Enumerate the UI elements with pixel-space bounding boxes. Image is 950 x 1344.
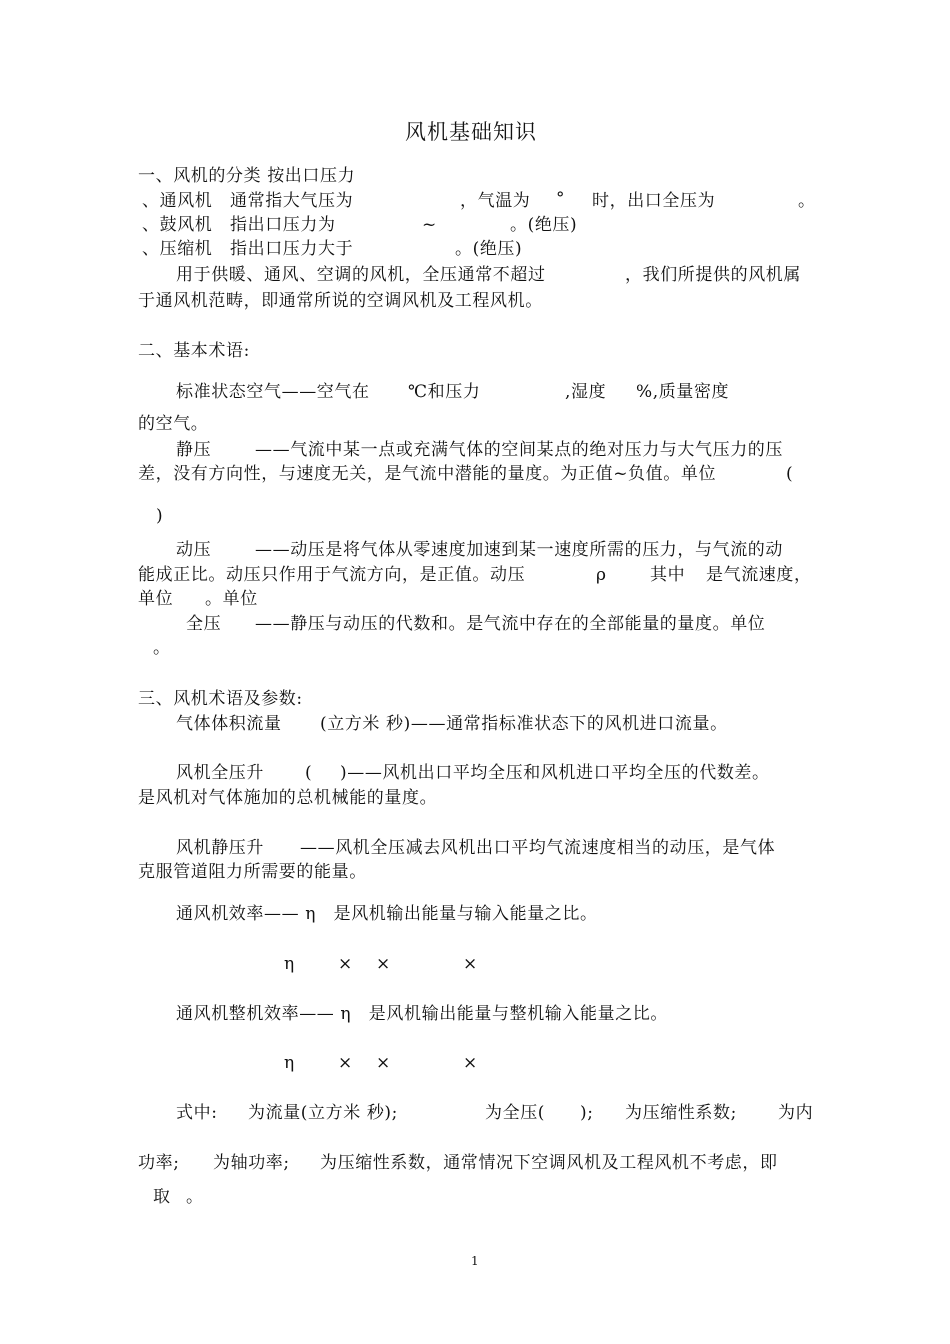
s1-line3-a: 、压缩机 指出口压力大于 — [142, 239, 354, 259]
total-pressure-rise-term: 风机全压升 — [176, 763, 264, 783]
s1-line2-a: 、鼓风机 指出口压力为 — [142, 215, 336, 235]
s1-para-c: 于通风机范畴，即通常所说的空调风机及工程风机。 — [138, 291, 543, 311]
total-pressure-rise-open: ( — [305, 763, 313, 783]
static-pressure-rise-def: ——风机全压减去风机出口平均气流速度相当的动压，是气体 — [300, 838, 776, 858]
static-pressure-rise-term: 风机静压升 — [176, 838, 264, 858]
s1-para-b: ，我们所提供的风机属 — [625, 265, 801, 285]
where-label: 式中: — [176, 1103, 218, 1123]
formula-2-times-1: × — [338, 1053, 353, 1073]
total-pressure-term: 全压 — [186, 614, 222, 634]
where-shaft-power: 为轴功率; — [213, 1153, 290, 1173]
std-air-c: ,湿度 — [565, 382, 607, 402]
s1-line2-c: 。(绝压) — [510, 215, 578, 235]
static-pressure-def-2: 差，没有方向性，与速度无关，是气流中潜能的量度。为正值~负值。单位 — [138, 464, 717, 484]
static-pressure-rise-def-2: 克服管道阻力所需要的能量。 — [138, 862, 367, 882]
fan-efficiency-def: 通风机效率—— η 是风机输出能量与输入能量之比。 — [176, 904, 598, 924]
formula-1-times-3: × — [463, 954, 478, 974]
dynamic-pressure-def-2: 能成正比。动压只作用于气流方向，是正值。动压 — [138, 565, 526, 585]
where-compress-2: 为压缩性系数，通常情况下空调风机及工程风机不考虑，即 — [320, 1153, 778, 1173]
page-number: 1 — [471, 1254, 480, 1268]
std-air-e: 的空气。 — [138, 414, 209, 434]
dynamic-pressure-rho: ρ — [596, 565, 607, 585]
s1-line1-b: ，气温为 — [460, 191, 531, 211]
formula-1-times-1: × — [338, 954, 353, 974]
s1-para-a: 用于供暖、通风、空调的风机，全压通常不超过 — [176, 265, 546, 285]
where-internal: 为内 — [778, 1103, 814, 1123]
page-title: 风机基础知识 — [405, 120, 537, 144]
where-take: 取 — [153, 1187, 171, 1207]
s1-line1-d: 时，出口全压为 — [592, 191, 716, 211]
formula-1-times-2: × — [376, 954, 391, 974]
formula-2-times-2: × — [376, 1053, 391, 1073]
dynamic-pressure-unit-b: 。单位 — [205, 589, 258, 609]
where-total-pressure-close: ); — [580, 1103, 594, 1123]
dynamic-pressure-unit-a: 单位 — [138, 589, 174, 609]
where-compress-1: 为压缩性系数; — [625, 1103, 737, 1123]
static-pressure-term: 静压 — [176, 440, 212, 460]
std-air-d: %,质量密度 — [636, 382, 730, 402]
total-pressure-end: 。 — [153, 638, 171, 658]
where-total-pressure: 为全压( — [485, 1103, 546, 1123]
total-pressure-rise-def-2: 是风机对气体施加的总机械能的量度。 — [138, 788, 438, 808]
total-pressure-def: ——静压与动压的代数和。是气流中存在的全部能量的量度。单位 — [255, 614, 766, 634]
std-air-a: 标准状态空气——空气在 — [176, 382, 370, 402]
where-end: 。 — [186, 1187, 204, 1207]
formula-2-eta: η — [284, 1053, 295, 1073]
formula-1-eta: η — [284, 954, 295, 974]
dynamic-pressure-term: 动压 — [176, 540, 212, 560]
section-1-heading: 一、风机的分类 按出口压力 — [138, 166, 356, 186]
s1-line1-c: ° — [556, 189, 566, 209]
section-3-heading: 三、风机术语及参数: — [138, 689, 303, 709]
where-power: 功率; — [138, 1153, 180, 1173]
s1-line3-b: 。(绝压) — [455, 239, 523, 259]
s1-line1-e: 。 — [798, 191, 816, 211]
total-pressure-rise-def: )——风机出口平均全压和风机进口平均全压的代数差。 — [340, 763, 770, 783]
dynamic-pressure-velocity: 是气流速度， — [706, 565, 812, 585]
s1-line2-b: ~ — [422, 215, 437, 235]
s1-line1-a: 、通风机 通常指大气压为 — [142, 191, 354, 211]
static-pressure-unit-close: ) — [156, 506, 164, 526]
std-air-b: ℃和压力 — [408, 382, 481, 402]
dynamic-pressure-where: 其中 — [650, 565, 686, 585]
flow-def: (立方米 秒)——通常指标准状态下的风机进口流量。 — [320, 714, 728, 734]
static-pressure-def-1: ——气流中某一点或充满气体的空间某点的绝对压力与大气压力的压 — [255, 440, 783, 460]
flow-term: 气体体积流量 — [176, 714, 282, 734]
dynamic-pressure-def-1: ——动压是将气体从零速度加速到某一速度所需的压力，与气流的动 — [255, 540, 783, 560]
formula-2-times-3: × — [463, 1053, 478, 1073]
section-2-heading: 二、基本术语: — [138, 341, 250, 361]
unit-efficiency-def: 通风机整机效率—— η 是风机输出能量与整机输入能量之比。 — [176, 1004, 668, 1024]
where-flow: 为流量(立方米 秒); — [248, 1103, 398, 1123]
static-pressure-unit-open: ( — [786, 464, 794, 484]
